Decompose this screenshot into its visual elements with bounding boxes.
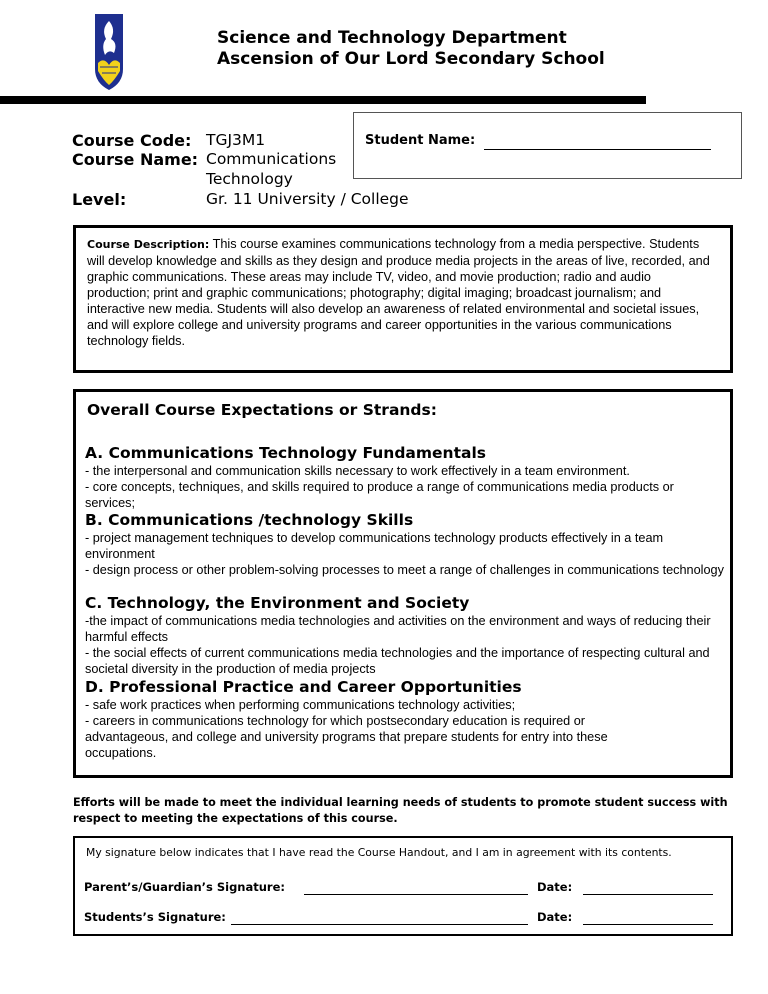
strand-heading: A. Communications Technology Fundamentals — [85, 444, 486, 462]
strand-line: - design process or other problem-solving processes to meet a range of challenges in communications technology — [85, 563, 724, 577]
course-name-value-line2: Technology — [206, 170, 293, 188]
student-date-label: Date: — [537, 910, 573, 924]
course-description-text: This course examines communications technology from a media perspective. Students will develop knowledge and skills as they design and produce media projects in the areas of live, recorded, and graphic communications. These areas may include TV, video, and movie production; radio and audio production; print and graphic communications; photography; digital imaging; broadcast journalism; and interactive new media. Students will also develop an awareness of related environmental and societal issues, and will explore college and university programs and career opportunities in the various communications technology fields. — [87, 237, 710, 348]
school-title: Ascension of Our Lord Secondary School — [217, 49, 605, 69]
signature-box — [73, 836, 733, 936]
strand-line: - the interpersonal and communication skills necessary to work effectively in a team environment. — [85, 464, 630, 478]
strand-heading: C. Technology, the Environment and Society — [85, 594, 470, 612]
strand-line: - project management techniques to develop communications technology products effectively in a team environment — [85, 531, 664, 561]
department-title: Science and Technology Department — [217, 28, 567, 48]
strand-line: - core concepts, techniques, and skills required to produce a range of communications media products or services; — [85, 480, 674, 510]
level-label: Level: — [72, 190, 127, 209]
strand-line: - careers in communications technology for which postsecondary education is required or advantageous, and college and university programs that prepare students for entry into these occupations. — [85, 714, 608, 760]
course-description-box — [73, 225, 733, 373]
strand-a — [85, 443, 725, 511]
course-name-value-line1: Communications — [206, 150, 337, 168]
document-header — [217, 28, 605, 70]
strand-line: - safe work practices when performing communications technology activities; — [85, 698, 516, 712]
expectations-title: Overall Course Expectations or Strands: — [87, 401, 437, 419]
efforts-statement: Efforts will be made to meet the individual learning needs of students to promote student success with respect to meeting the expectations of this course. — [73, 796, 728, 825]
course-name-label: Course Name: — [72, 150, 199, 169]
signature-agreement-note: My signature below indicates that I have read the Course Handout, and I am in agreement with its contents. — [86, 846, 672, 859]
strand-line: - the social effects of current communications media technologies and the importance of respecting cultural and societal diversity in the production of media projects — [85, 646, 710, 676]
parent-signature-label: Parent’s/Guardian’s Signature: — [84, 880, 286, 894]
header-divider — [0, 96, 646, 104]
level-value: Gr. 11 University / College — [206, 190, 409, 208]
parent-date-field[interactable] — [583, 894, 713, 895]
strand-heading: D. Professional Practice and Career Opportunities — [85, 678, 522, 696]
strand-heading: B. Communications /technology Skills — [85, 511, 414, 529]
expectations-box — [73, 389, 733, 778]
parent-date-label: Date: — [537, 880, 573, 894]
course-description-label: Course Description: — [87, 238, 210, 251]
student-signature-label: Students’s Signature: — [84, 910, 226, 924]
parent-signature-field[interactable] — [304, 894, 528, 895]
strand-b — [85, 510, 725, 578]
student-name-box — [353, 112, 742, 179]
strand-line: -the impact of communications media technologies and activities on the environment and ways of reducing their harmful effects — [85, 614, 711, 644]
student-signature-field[interactable] — [231, 924, 528, 925]
course-code-value: TGJ3M1 — [206, 131, 266, 149]
school-crest-logo — [94, 13, 124, 91]
student-name-label: Student Name: — [365, 133, 476, 148]
strand-c — [85, 593, 725, 677]
course-code-label: Course Code: — [72, 131, 192, 150]
student-date-field[interactable] — [583, 924, 713, 925]
strand-d — [85, 677, 725, 761]
student-name-field[interactable] — [484, 149, 711, 150]
